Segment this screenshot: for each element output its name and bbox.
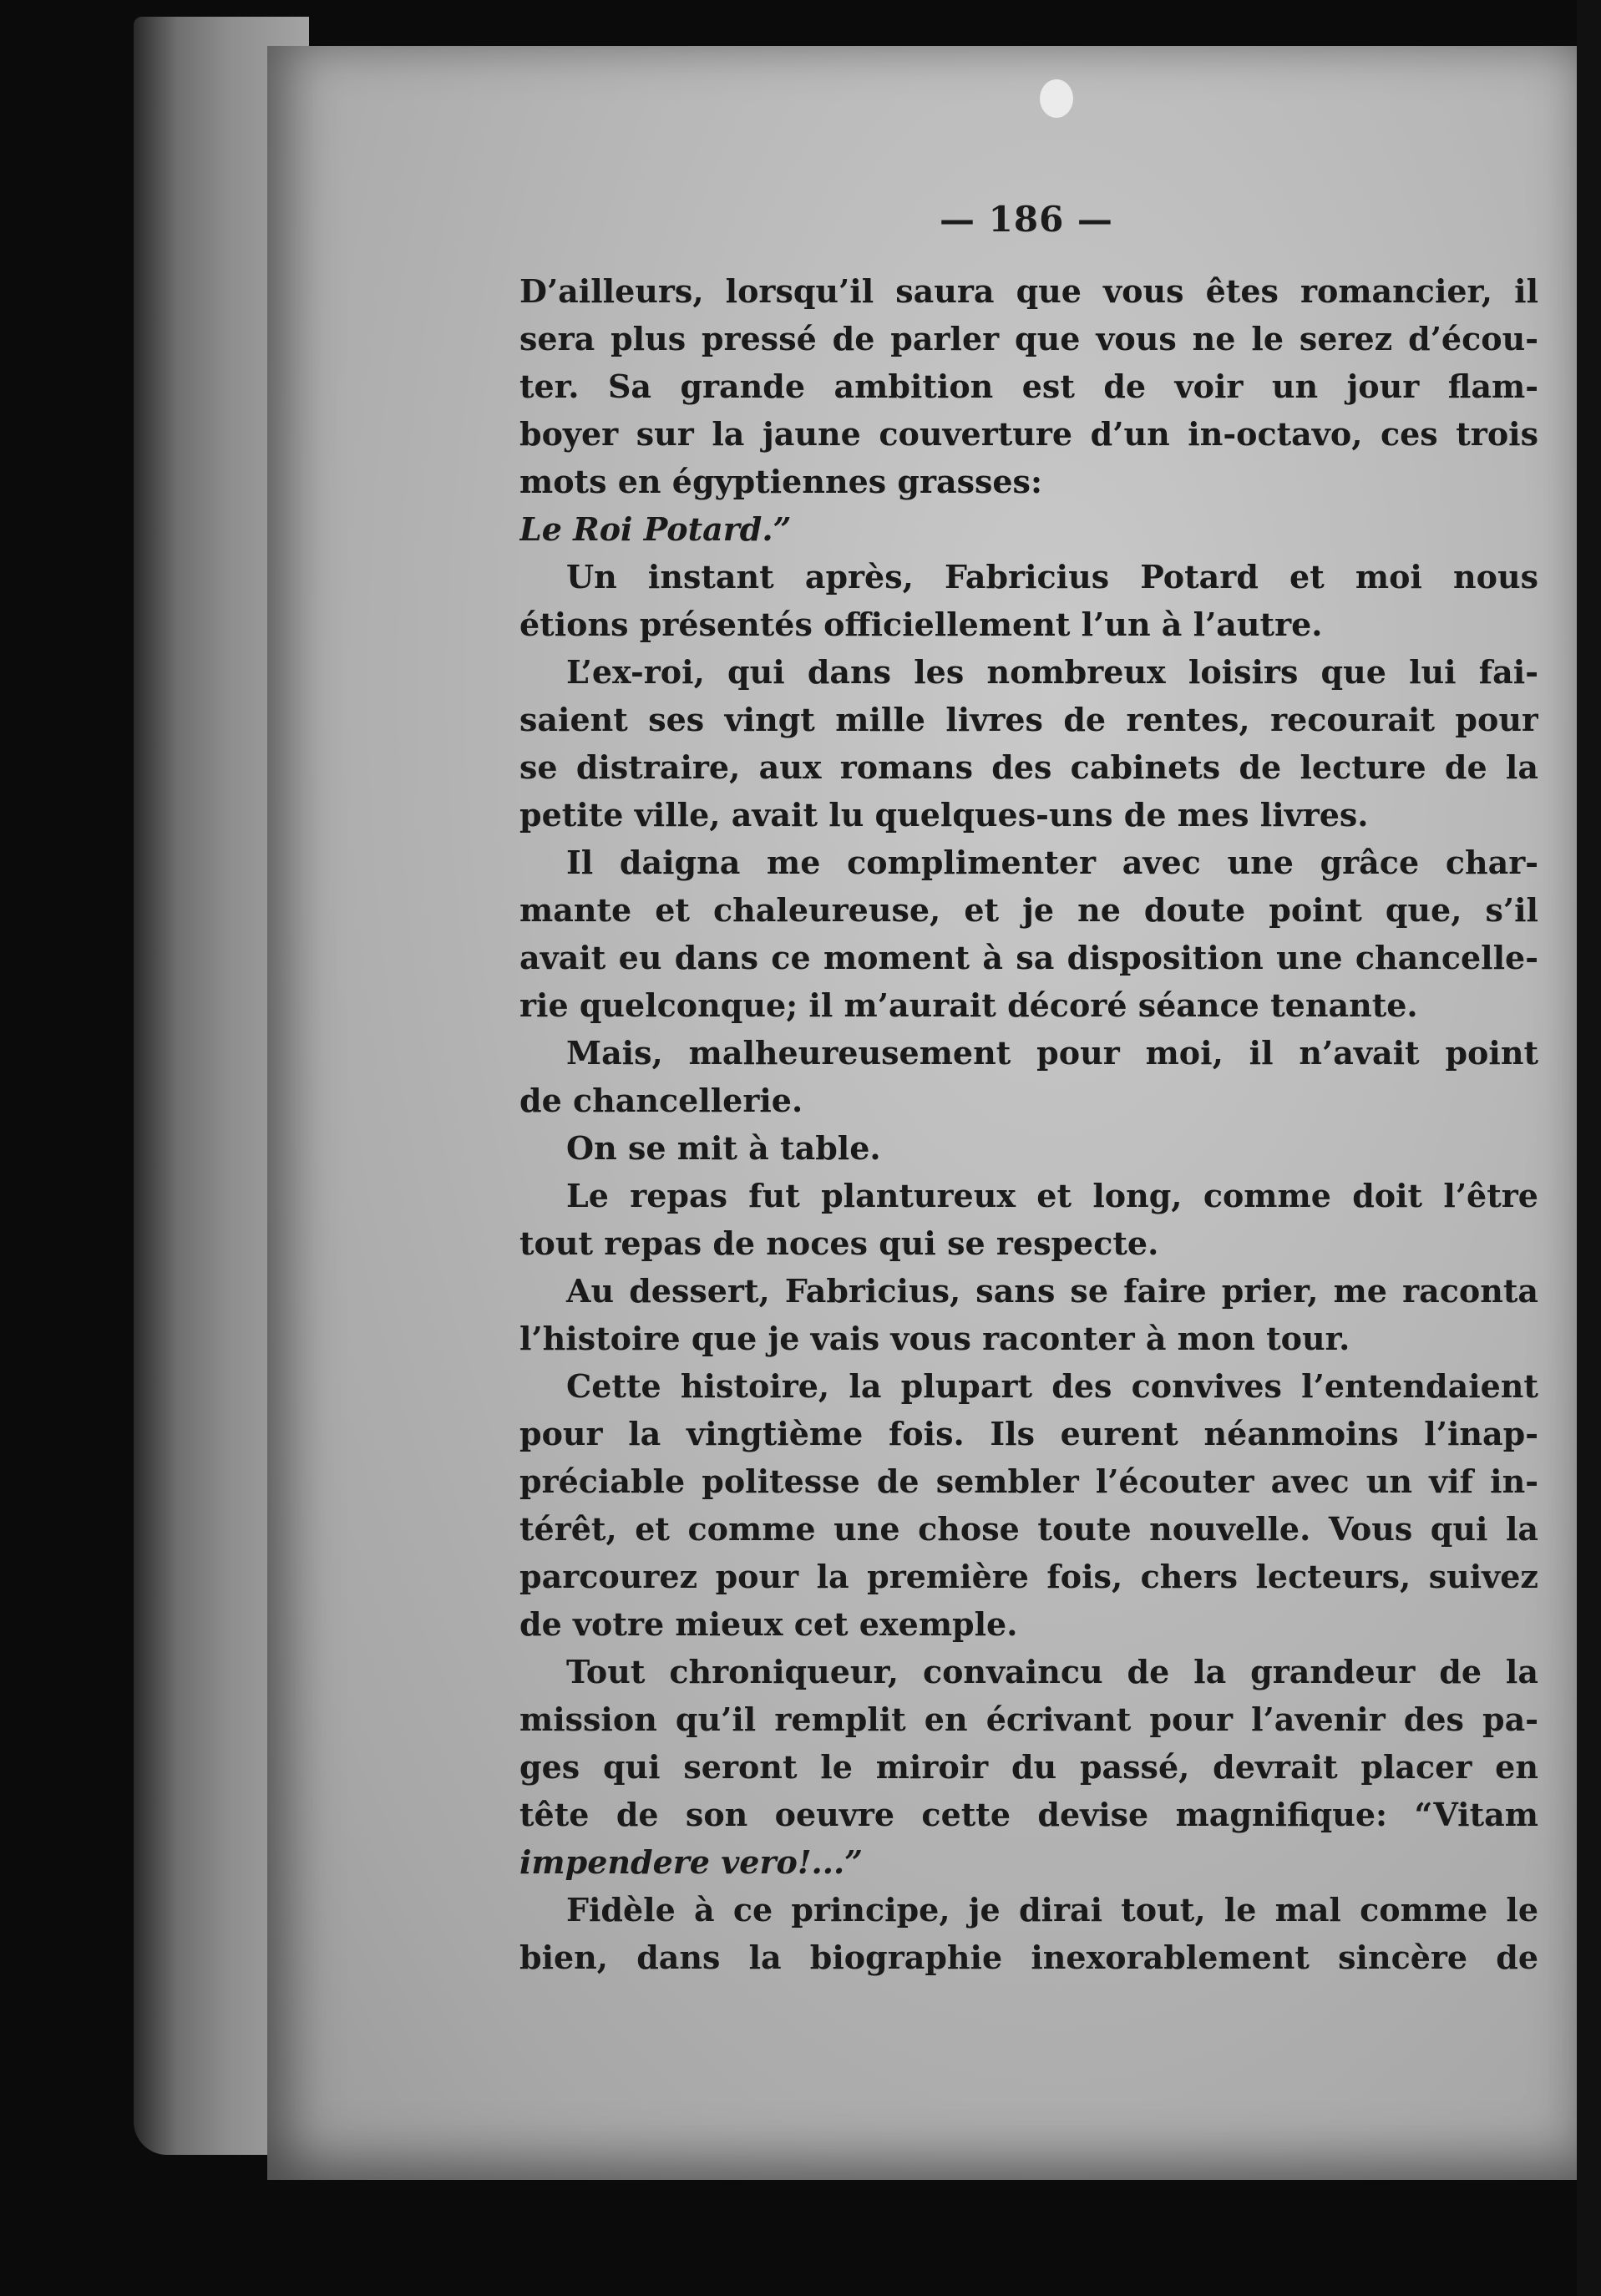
text-line: l’histoire que je vais vous raconter à mon tour. — [519, 1320, 1350, 1357]
text-line: ter. Sa grande ambition est de voir un jour flam- — [519, 367, 1538, 405]
text-line: parcourez pour la première fois, chers lecteurs, suivez — [519, 1558, 1538, 1595]
page-number: — 186 — — [940, 199, 1113, 240]
text-line: ges qui seront le miroir du passé, devrait placer en — [519, 1748, 1538, 1786]
text-line: saient ses vingt mille livres de rentes, recourait pour — [519, 701, 1538, 738]
text-line: Cette histoire, la plupart des convives l’entendaient — [566, 1367, 1538, 1405]
text-line: Mais, malheureusement pour moi, il n’avait point — [566, 1034, 1538, 1072]
body-text — [519, 267, 1538, 1981]
text-line: Le repas fut plantureux et long, comme doit l’être — [566, 1177, 1538, 1214]
text-line: Un instant après, Fabricius Potard et moi nous — [566, 558, 1538, 596]
text-line: D’ailleurs, lorsqu’il saura que vous êtes romancier, il — [519, 272, 1538, 310]
page-edge — [1577, 0, 1601, 2296]
text-line: Tout chroniqueur, convaincu de la grandeur de la — [566, 1653, 1538, 1690]
text-line: bien, dans la biographie inexorablement sincère de — [519, 1939, 1538, 1976]
text-line: Il daigna me complimenter avec une grâce char- — [566, 844, 1538, 881]
text-line: étions présentés officiellement l’un à l’autre. — [519, 606, 1323, 643]
text-line: de chancellerie. — [519, 1082, 803, 1119]
text-line: rie quelconque; il m’aurait décoré séance tenante. — [519, 986, 1418, 1024]
text-line: boyer sur la jaune couverture d’un in-octavo, ces trois — [519, 415, 1538, 453]
text-line: térêt, et comme une chose toute nouvelle. Vous qui la — [519, 1510, 1538, 1548]
text-line: sera plus pressé de parler que vous ne le serez d’écou- — [519, 320, 1538, 357]
text-line: On se mit à table. — [566, 1129, 881, 1167]
text-line: mante et chaleureuse, et je ne doute point que, s’il — [519, 891, 1538, 929]
paper-speck — [1040, 79, 1073, 118]
text-line: préciable politesse de sembler l’écouter avec un vif in- — [519, 1462, 1538, 1500]
text-line: mission qu’il remplit en écrivant pour l’avenir des pa- — [519, 1700, 1538, 1738]
text-line: tout repas de noces qui se respecte. — [519, 1224, 1159, 1262]
text-line: impendere vero!...” — [519, 1843, 864, 1881]
text-line: Fidèle à ce principe, je dirai tout, le mal comme le — [566, 1891, 1538, 1929]
text-line: tête de son oeuvre cette devise magnifique: “Vitam — [519, 1796, 1538, 1833]
text-line: L’ex-roi, qui dans les nombreux loisirs que lui fai- — [566, 653, 1538, 691]
text-line: se distraire, aux romans des cabinets de lecture de la — [519, 748, 1538, 786]
text-line: de votre mieux cet exemple. — [519, 1605, 1018, 1643]
text-line: petite ville, avait lu quelques-uns de mes livres. — [519, 796, 1369, 834]
text-line: Au dessert, Fabricius, sans se faire prier, me raconta — [566, 1272, 1538, 1310]
text-line: Le Roi Potard.” — [519, 510, 792, 548]
text-line: avait eu dans ce moment à sa disposition une chancelle- — [519, 939, 1538, 976]
text-line: pour la vingtième fois. Ils eurent néanmoins l’inap- — [519, 1415, 1538, 1452]
text-line: mots en égyptiennes grasses: — [519, 463, 1042, 500]
